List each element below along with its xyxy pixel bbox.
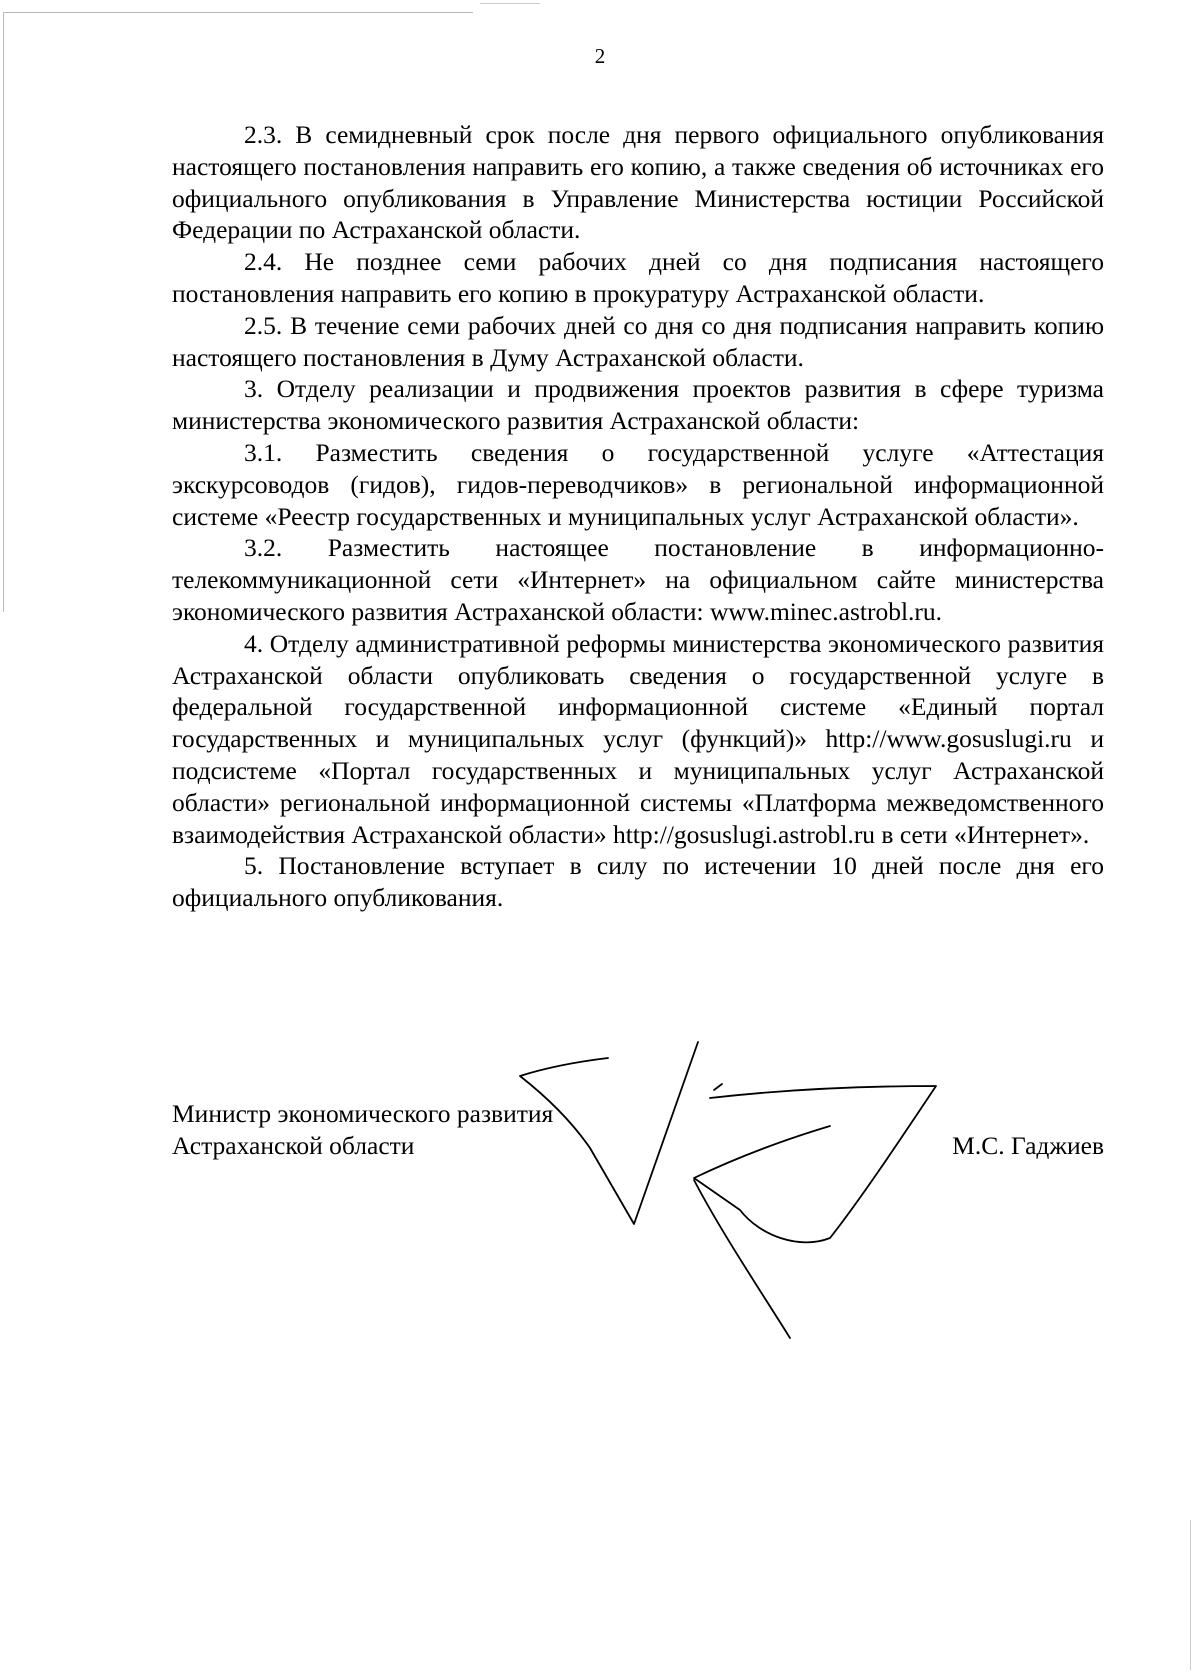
paragraph-3-2: 3.2. Разместить настоящее постановление в информационно-телекоммуникационной сети «Интернет» на официальном сайте министерства экономического развития Астраханской области: www.minec.astrobl.ru. (172, 533, 1104, 626)
paragraph-5: 5. Постановление вступает в силу по истечении 10 дней после дня его официального опубликования. (172, 851, 1104, 913)
page-number: 2 (594, 44, 606, 68)
paragraph-2-3: 2.3. В семидневный срок после дня первого официального опубликования настоящего постановления направить его копию, а также сведения об источниках его официального опубликования в Управление Министерства юстиции Российской Федерации по Астраханской области. (172, 120, 1104, 245)
paragraph-3-1: 3.1. Разместить сведения о государственной услуге «Аттестация экскурсоводов (гидов), гидов-переводчиков» в региональной информационной системе «Реестр государственных и муниципальных услуг Астраханской области». (172, 437, 1104, 531)
paragraph-4: 4. Отделу административной реформы министерства экономического развития Астраханской области опубликовать сведения о государственной услуге в федеральной государственной информационной системе «Единый портал государственных и муниципальных услуг (функций)» http://www.gosuslugi.ru и подсистеме «Портал государственных и муниципальных услуг Астраханской области» региональной информационной системы «Платформа межведомственного взаимодействия Астраханской области» http://gosuslugi.astrobl.ru в сети «Интернет». (172, 628, 1104, 849)
scan-edge-top-fragment (480, 3, 540, 4)
signatory-position-line2: Астраханской области (172, 1131, 415, 1160)
paragraph-2-5: 2.5. В течение семи рабочих дней со дня со дня подписания направить копию настоящего постановления в Думу Астраханской области. (172, 310, 1104, 372)
scan-edge-top (3, 12, 473, 13)
signatory-position (172, 1098, 772, 1162)
paragraph-3: 3. Отделу реализации и продвижения проектов развития в сфере туризма министерства экономического развития Астраханской области: (172, 374, 1104, 436)
signatory-position-line1: Министр экономического развития (172, 1099, 554, 1128)
scan-edge-left (3, 12, 4, 612)
paragraph-2-4: 2.4. Не позднее семи рабочих дней со дня подписания настоящего постановления направить его копию в прокуратуру Астраханской области. (172, 247, 1104, 308)
document-body (172, 119, 1104, 914)
signatory-name: М.С. Гаджиев (952, 1131, 1104, 1160)
scan-edge-right (1190, 1520, 1191, 1670)
